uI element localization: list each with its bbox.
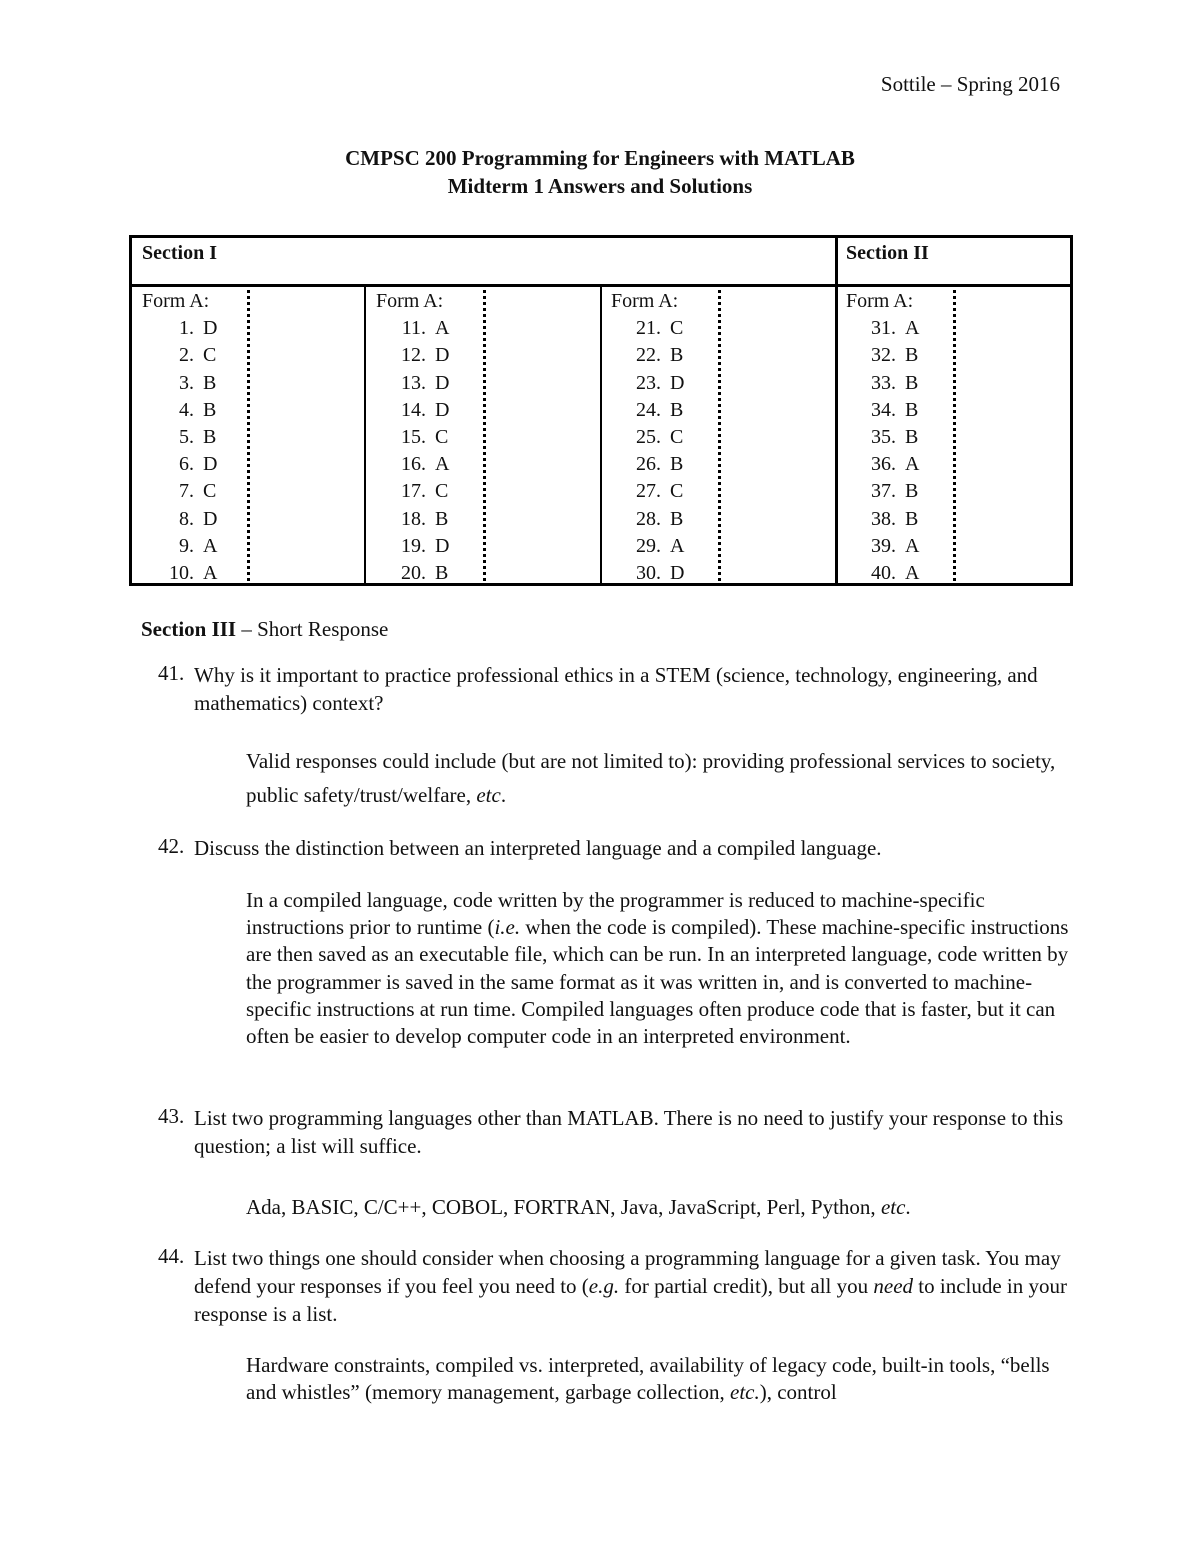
answer-number: 29. <box>636 534 661 557</box>
answer-row <box>611 478 684 505</box>
answer-number: 40. <box>871 562 896 585</box>
answer-row <box>846 451 919 478</box>
answer-row <box>376 533 449 560</box>
question-43-text: List two programming languages other than MATLAB. There is no need to justify your response to this question; a list will suffice. <box>194 1106 1064 1158</box>
dotted-divider <box>953 290 956 581</box>
answer-letter: C <box>435 480 449 503</box>
answer-letter: B <box>670 344 684 367</box>
answer-number: 31. <box>871 317 896 340</box>
answer-number: 23. <box>636 371 661 394</box>
answer-row <box>611 424 684 451</box>
answer-number: 10. <box>169 562 194 585</box>
answer-row <box>142 506 217 533</box>
dotted-divider <box>483 290 486 581</box>
answer-number: 32. <box>871 344 896 367</box>
answer-letter: B <box>203 398 217 421</box>
document-subtitle: Midterm 1 Answers and Solutions <box>447 174 753 198</box>
answer-letter: A <box>435 453 450 476</box>
question-italic: need <box>873 1274 914 1298</box>
question-number: 41. <box>158 661 185 685</box>
answer-number: 28. <box>636 507 661 530</box>
answer-row <box>142 451 217 478</box>
answer-letter: A <box>203 534 218 557</box>
answer-row <box>376 506 449 533</box>
answer-number: 5. <box>179 426 194 449</box>
question-number: 43. <box>158 1104 185 1128</box>
answer-number: 2. <box>179 344 194 367</box>
form-label: Form A: <box>142 290 210 312</box>
answer-text: Ada, BASIC, C/C++, COBOL, FORTRAN, Java, JavaScript, Perl, Python, <box>246 1195 881 1219</box>
header-author-term: Sottile – Spring 2016 <box>880 72 1060 96</box>
answer-text: when the code is compiled). These machine-specific instructions are then saved as an executable file, which can be run. In an interpreted language, code written by the programmer is saved in the same format as it was written in, and is converted to machine-specific instructions at run time. Compiled languages often produce code that is faster, but it can often be easier to develop computer code in an interpreted environment. <box>246 915 1069 1049</box>
document-title: CMPSC 200 Programming for Engineers with MATLAB <box>345 146 855 170</box>
answer-letter: D <box>203 453 218 476</box>
answer-letter: B <box>670 453 684 476</box>
answer-letter: C <box>670 317 684 340</box>
question-41-answer <box>246 744 1076 812</box>
section-three-heading <box>141 617 388 642</box>
answer-number: 36. <box>871 453 896 476</box>
answer-row <box>611 370 684 397</box>
answer-italic: etc <box>476 783 501 807</box>
dotted-divider <box>718 290 721 581</box>
question-text: to include in your response is a list. <box>194 1274 1068 1326</box>
answer-column-1 <box>142 288 217 587</box>
answer-letter: C <box>203 344 217 367</box>
answer-letter: A <box>905 453 920 476</box>
answer-number: 14. <box>401 398 426 421</box>
answer-row <box>846 478 919 505</box>
answer-text: Valid responses could include (but are not limited to): providing professional services to society, public safety/trust/welfare, <box>246 749 1056 807</box>
answer-letter: B <box>203 426 217 449</box>
answer-number: 13. <box>401 371 426 394</box>
question-44-answer <box>246 1352 1076 1406</box>
answer-letter: B <box>905 507 919 530</box>
answer-row <box>611 342 684 369</box>
answer-letter: C <box>435 426 449 449</box>
answer-number: 11. <box>401 317 426 340</box>
answer-row <box>846 370 919 397</box>
answer-letter: B <box>905 344 919 367</box>
answer-letter: A <box>905 534 920 557</box>
answer-number: 30. <box>636 562 661 585</box>
answer-row <box>142 560 217 587</box>
answer-letter: A <box>905 317 920 340</box>
question-44-text <box>194 1244 1074 1328</box>
answer-column-3 <box>611 288 684 587</box>
answer-number: 34. <box>871 398 896 421</box>
answer-row <box>376 342 449 369</box>
answer-row <box>376 560 449 587</box>
answer-letter: D <box>435 398 450 421</box>
answer-end: . <box>905 1195 911 1219</box>
section-three-subtitle: – Short Response <box>236 617 389 641</box>
answer-number: 7. <box>179 480 194 503</box>
answer-letter: B <box>670 507 684 530</box>
answer-row <box>846 424 919 451</box>
answer-number: 6. <box>179 453 194 476</box>
answer-row <box>142 533 217 560</box>
answer-row <box>611 397 684 424</box>
answer-number: 16. <box>401 453 426 476</box>
answer-row <box>142 478 217 505</box>
answer-row <box>611 315 684 342</box>
answer-number: 18. <box>401 507 426 530</box>
answer-text: In a compiled language, code written by the programmer is reduced to machine-specific instructions prior to runtime ( <box>246 888 985 940</box>
column-divider <box>600 287 602 583</box>
answer-row <box>376 397 449 424</box>
answer-italic: etc <box>880 1195 906 1219</box>
answer-letter: A <box>203 562 218 585</box>
answer-number: 8. <box>179 507 194 530</box>
answer-row <box>376 424 449 451</box>
answer-letter: D <box>203 317 218 340</box>
answer-letter: C <box>670 480 684 503</box>
answer-letter: B <box>905 398 919 421</box>
answer-row <box>142 397 217 424</box>
answer-row <box>142 370 217 397</box>
answer-column-2 <box>376 288 449 587</box>
answer-row <box>846 397 919 424</box>
answer-column-4 <box>846 288 919 587</box>
answer-letter: C <box>670 426 684 449</box>
answer-letter: D <box>203 507 218 530</box>
question-43-answer <box>246 1194 1076 1221</box>
answer-row <box>846 533 919 560</box>
answer-row <box>611 506 684 533</box>
question-42-answer <box>246 887 1076 1050</box>
answer-letter: B <box>435 562 449 585</box>
answer-letter: B <box>435 507 449 530</box>
answer-number: 27. <box>636 480 661 503</box>
answer-letter: B <box>905 480 919 503</box>
answer-row <box>611 451 684 478</box>
answer-italic: i.e. <box>494 915 521 940</box>
answer-text: Hardware constraints, compiled vs. interpreted, availability of legacy code, built-in tools, “bells and whistles” (memory management, garbage collection, <box>246 1353 1050 1405</box>
answer-number: 19. <box>401 534 426 557</box>
answer-number: 33. <box>871 371 896 394</box>
answer-row <box>142 315 217 342</box>
answer-number: 17. <box>401 480 426 503</box>
answer-number: 20. <box>401 562 426 585</box>
question-text: List two things one should consider when choosing a programming language for a given task. You may defend your responses if you feel you need to ( <box>194 1246 1061 1298</box>
answer-letter: B <box>905 371 919 394</box>
answer-letter: D <box>670 371 685 394</box>
answer-italic: etc. <box>730 1380 760 1405</box>
answer-number: 9. <box>179 534 194 557</box>
answer-row <box>846 506 919 533</box>
answer-number: 21. <box>636 317 661 340</box>
answer-number: 24. <box>636 398 661 421</box>
answer-number: 12. <box>401 344 426 367</box>
answer-number: 22. <box>636 344 661 367</box>
answer-number: 15. <box>401 426 426 449</box>
form-label: Form A: <box>611 290 679 312</box>
answer-row <box>142 424 217 451</box>
form-label: Form A: <box>846 290 914 312</box>
answer-row <box>611 560 684 587</box>
answer-letter: A <box>905 562 920 585</box>
answer-letter: D <box>435 534 450 557</box>
answer-number: 4. <box>179 398 194 421</box>
answer-row <box>611 533 684 560</box>
answer-number: 37. <box>871 480 896 503</box>
answer-number: 39. <box>871 534 896 557</box>
dotted-divider <box>247 290 250 581</box>
answer-row <box>376 451 449 478</box>
answer-number: 26. <box>636 453 661 476</box>
answer-key-table <box>129 235 1073 586</box>
answer-end: . <box>500 783 507 807</box>
answer-row <box>376 370 449 397</box>
answer-text: ), control <box>759 1380 837 1405</box>
question-italic: e.g. <box>588 1274 620 1298</box>
answer-letter: B <box>203 371 217 394</box>
answer-number: 35. <box>871 426 896 449</box>
answer-letter: C <box>203 480 217 503</box>
section-one-heading: Section I <box>142 242 217 264</box>
answer-letter: B <box>670 398 684 421</box>
column-divider <box>364 287 366 583</box>
answer-row <box>376 478 449 505</box>
answer-row <box>846 315 919 342</box>
answer-number: 38. <box>871 507 896 530</box>
form-label: Form A: <box>376 290 444 312</box>
answer-row <box>376 315 449 342</box>
answer-number: 3. <box>179 371 194 394</box>
answer-row <box>142 342 217 369</box>
answer-row <box>846 342 919 369</box>
question-number: 42. <box>158 834 185 858</box>
answer-letter: A <box>670 534 685 557</box>
question-41-text: Why is it important to practice professional ethics in a STEM (science, technology, engineering, and mathematics) context? <box>194 663 1038 715</box>
answer-letter: B <box>905 426 919 449</box>
section-two-heading: Section II <box>846 242 929 264</box>
answer-number: 25. <box>636 426 661 449</box>
section-three-title: Section III <box>141 617 237 641</box>
answer-number: 1. <box>179 317 194 340</box>
answer-letter: D <box>670 562 685 585</box>
section-divider <box>835 238 838 583</box>
answer-row <box>846 560 919 587</box>
answer-letter: A <box>435 317 450 340</box>
question-42-text: Discuss the distinction between an interpreted language and a compiled language. <box>194 836 882 860</box>
question-number: 44. <box>158 1244 185 1268</box>
answer-letter: D <box>435 371 450 394</box>
question-text: for partial credit), but all you <box>619 1274 874 1298</box>
answer-letter: D <box>435 344 450 367</box>
